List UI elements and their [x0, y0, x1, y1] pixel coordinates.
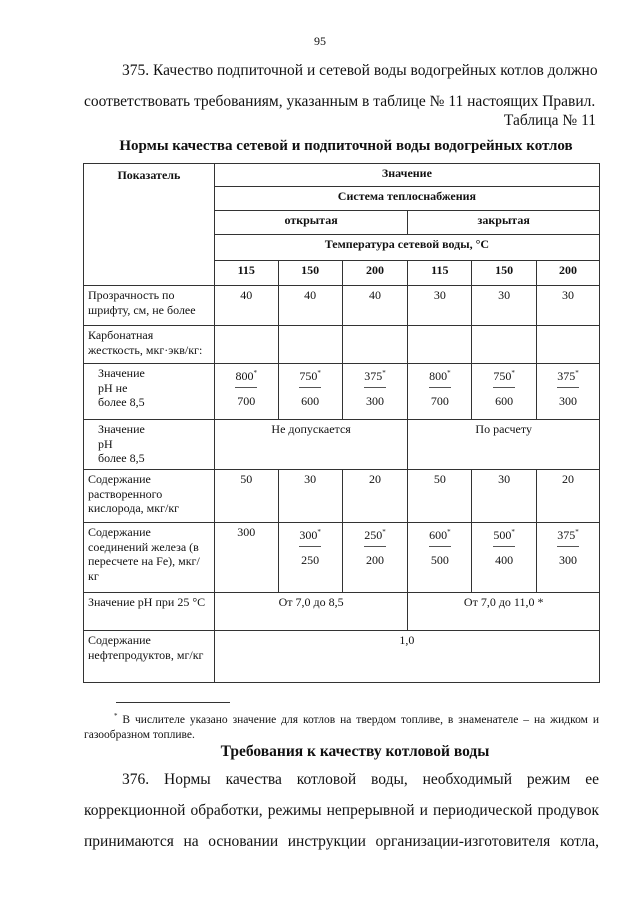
numerator: 375	[364, 369, 383, 383]
fraction-value	[297, 525, 323, 567]
table-cell	[342, 364, 408, 420]
row-label: Значение pH при 25 °С	[84, 593, 215, 631]
table-cell	[408, 523, 472, 593]
denominator: 300	[365, 393, 384, 408]
numerator: 375	[557, 369, 576, 383]
row-label-line: более 8,5	[98, 451, 145, 465]
table-cell	[537, 364, 600, 420]
numerator: 750	[299, 369, 318, 383]
fraction-value	[555, 366, 581, 408]
table-cell	[278, 364, 342, 420]
table-title: Нормы качества сетевой и подпиточной воды водогрейных котлов	[119, 138, 573, 154]
numerator: 300	[299, 528, 318, 542]
table-cell	[537, 326, 600, 364]
footnote-mark: *	[317, 369, 321, 377]
row-label: Содержание соединений железа (в пересчете на Fe), мкг/кг	[84, 523, 215, 593]
denominator: 700	[430, 393, 449, 408]
paragraph-375-line-2: соответствовать требованиям, указанным в таблице № 11 настоящих Правил.	[84, 93, 596, 110]
table-cell	[472, 326, 537, 364]
footnote-mark: *	[253, 369, 257, 377]
table-cell: По расчету	[408, 420, 600, 470]
denominator: 600	[495, 393, 514, 408]
fraction-value	[491, 366, 517, 408]
numerator: 800	[235, 369, 254, 383]
numerator: 800	[429, 369, 448, 383]
header-closed: закрытая	[408, 211, 600, 235]
fraction-value	[491, 525, 517, 567]
header-system: Система теплоснабжения	[214, 187, 599, 211]
denominator: 300	[559, 393, 578, 408]
table-row	[84, 593, 600, 631]
header-temp-open-150: 150	[278, 261, 342, 286]
numerator: 375	[557, 528, 576, 542]
denominator: 250	[301, 552, 320, 567]
table-cell: 30	[472, 470, 537, 523]
table-cell: 1,0	[214, 631, 599, 683]
table-cell: 50	[408, 470, 472, 523]
table-cell: 20	[537, 470, 600, 523]
table-cell	[278, 523, 342, 593]
row-label: Содержание нефтепродуктов, мг/кг	[84, 631, 215, 683]
table-cell: 30	[537, 286, 600, 326]
table-cell: 40	[214, 286, 278, 326]
fraction-value	[297, 366, 323, 408]
table-cell	[472, 523, 537, 593]
denominator: 600	[301, 393, 320, 408]
table-cell: 300	[214, 523, 278, 593]
table-cell: От 7,0 до 8,5	[214, 593, 408, 631]
table-cell: 30	[472, 286, 537, 326]
header-indicator: Показатель	[84, 164, 215, 286]
footnote-mark: *	[447, 369, 451, 377]
fraction-value	[362, 525, 388, 567]
row-label: Прозрачность по шрифту, см, не более	[84, 286, 215, 326]
header-temperature: Температура сетевой воды, °С	[214, 235, 599, 261]
row-label-line: pH не	[98, 380, 128, 395]
numerator: 500	[493, 528, 512, 542]
row-label-line: более 8,5	[98, 395, 145, 409]
header-temp-closed-200: 200	[537, 261, 600, 286]
header-temp-open-115: 115	[214, 261, 278, 286]
table-cell: 50	[214, 470, 278, 523]
table-cell: 40	[278, 286, 342, 326]
table-cell: Не допускается	[214, 420, 408, 470]
footnote-mark: *	[575, 528, 579, 536]
row-label-line: Значение	[98, 422, 145, 436]
page-number: 95	[314, 34, 326, 48]
table-number: Таблица № 11	[503, 112, 596, 129]
table-cell	[537, 523, 600, 593]
fraction-value	[362, 366, 388, 408]
table-row	[84, 470, 600, 523]
row-label-line: Значение	[98, 366, 145, 380]
denominator: 400	[495, 552, 514, 567]
table-cell	[278, 326, 342, 364]
footnote-mark: *	[382, 369, 386, 377]
table-row	[84, 523, 600, 593]
row-label-line: pH	[98, 436, 113, 451]
table-row	[84, 364, 600, 420]
table-cell: 30	[278, 470, 342, 523]
table-cell: 30	[408, 286, 472, 326]
denominator: 300	[559, 552, 578, 567]
fraction-value	[555, 525, 581, 567]
paragraph-376-line-2: коррекционной обработки, режимы непрерывной и периодической продувок	[84, 802, 599, 819]
footnote-mark: *	[511, 528, 515, 536]
water-quality-table	[83, 163, 600, 683]
table-cell	[408, 326, 472, 364]
table-cell: 40	[342, 286, 408, 326]
row-label	[84, 364, 215, 420]
paragraph-376-line-3: принимаются на основании инструкции организации-изготовителя котла,	[84, 833, 599, 850]
footnote-mark: *	[511, 369, 515, 377]
row-label	[84, 420, 215, 470]
denominator: 200	[365, 552, 384, 567]
denominator: 500	[430, 552, 449, 567]
paragraph-376	[84, 764, 599, 857]
table-cell	[342, 326, 408, 364]
footnote-mark: *	[447, 528, 451, 536]
footnote-mark: *	[575, 369, 579, 377]
paragraph-376-line-1: 376. Нормы качества котловой воды, необходимый режим ее	[122, 771, 599, 788]
table-row	[84, 286, 600, 326]
table-cell	[214, 364, 278, 420]
numerator: 600	[429, 528, 448, 542]
header-value: Значение	[214, 164, 599, 187]
header-temp-closed-115: 115	[408, 261, 472, 286]
table-row	[84, 326, 600, 364]
header-temp-closed-150: 150	[472, 261, 537, 286]
table-cell	[472, 364, 537, 420]
footnote-text: В числителе указано значение для котлов на твердом топливе, в знаменателе – на жидком и газообразном топливе.	[84, 713, 599, 741]
table-cell: От 7,0 до 11,0 *	[408, 593, 600, 631]
fraction-value	[427, 525, 453, 567]
footnote	[84, 709, 599, 743]
table-row	[84, 420, 600, 470]
denominator: 700	[237, 393, 256, 408]
paragraph-375	[84, 55, 599, 117]
paragraph-375-line-1: 375. Качество подпиточной и сетевой воды водогрейных котлов должно	[122, 62, 598, 79]
table-cell	[214, 326, 278, 364]
table-row	[84, 631, 600, 683]
numerator: 750	[493, 369, 512, 383]
header-temp-open-200: 200	[342, 261, 408, 286]
footnote-mark: *	[317, 528, 321, 536]
table-cell: 20	[342, 470, 408, 523]
table-cell	[408, 364, 472, 420]
header-open: открытая	[214, 211, 408, 235]
row-label: Содержание растворенного кислорода, мкг/кг	[84, 470, 215, 523]
fraction-value	[427, 366, 453, 408]
footnote-divider	[116, 702, 230, 703]
fraction-value	[234, 366, 260, 408]
row-label: Карбонатная жесткость, мкг·экв/кг:	[84, 326, 215, 364]
footnote-mark: *	[114, 712, 118, 720]
section-heading: Требования к качеству котловой воды	[220, 743, 490, 760]
table-cell	[342, 523, 408, 593]
numerator: 250	[364, 528, 383, 542]
footnote-mark: *	[382, 528, 386, 536]
